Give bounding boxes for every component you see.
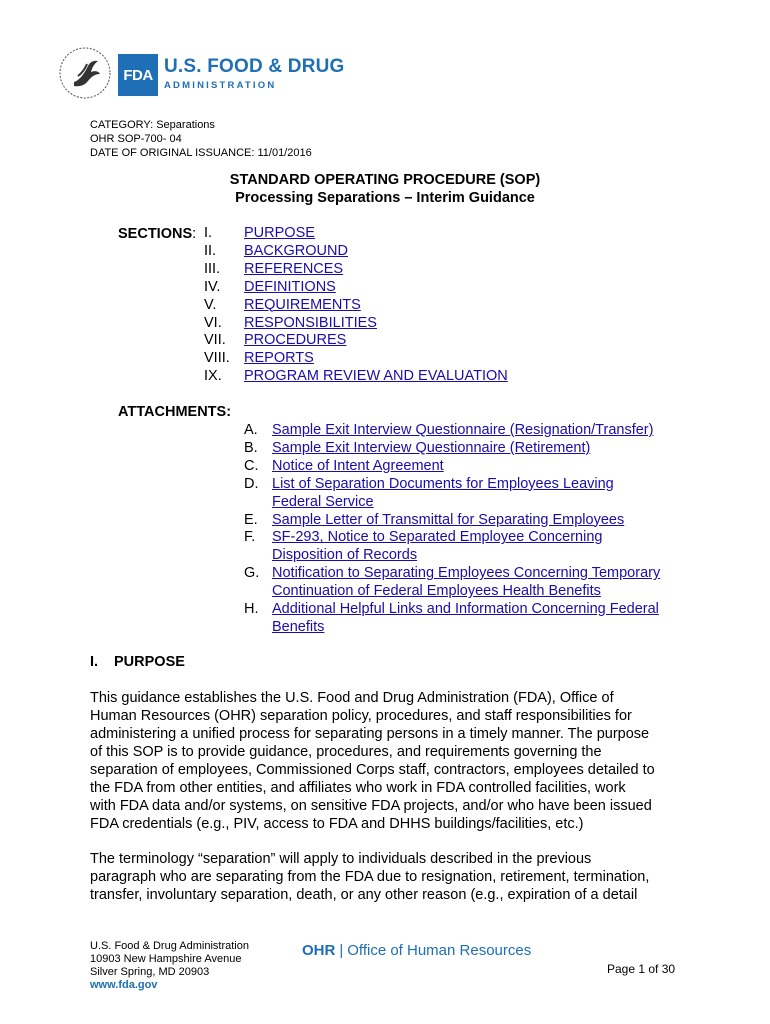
sections-label-wrap [118,225,196,243]
attachment-letter: E. [244,511,258,528]
section-number: VI. [204,314,222,331]
section-link[interactable]: BACKGROUND [244,242,348,259]
sections-colon: : [192,226,197,242]
attachment-link[interactable]: Sample Letter of Transmittal for Separating Employees [272,511,625,528]
hhs-eagle-seal-icon [58,46,112,100]
paragraph-line: This guidance establishes the U.S. Food and Drug Administration (FDA), Office of [90,690,614,706]
attachment-letter: H. [244,601,259,617]
attachment-letter: D. [244,475,259,492]
paragraph-line: The terminology “separation” will apply to individuals described in the previous [90,851,592,867]
ohr-logo [302,942,531,959]
document-subtitle: Processing Separations – Interim Guidance [235,190,535,206]
attachment-link[interactable]: Notice of Intent Agreement [272,457,444,474]
section-number: II. [204,242,217,259]
paragraph-line: separation of employees, Commissioned Corps staff, contractors, employees detailed to [90,762,655,778]
attachment-link[interactable]: Benefits [272,618,325,635]
section-link[interactable]: PURPOSE [244,225,315,241]
section-number: V. [204,296,217,313]
paragraph-line: Human Resources (OHR) separation policy, procedures, and staff responsibilities for [90,708,632,724]
section-number: VII. [204,332,226,349]
section-link[interactable]: REPORTS [244,350,314,367]
paragraph-line: with FDA data and/or systems, on sensitive FDA projects, and/or who have been issued [90,798,652,814]
section-number: IX. [204,368,222,385]
attachment-link[interactable]: Sample Exit Interview Questionnaire (Retirement) [272,439,591,456]
purpose-heading-text: PURPOSE [114,654,185,670]
purpose-paragraph-1 [90,689,690,833]
agency-subtitle: ADMINISTRATION [164,80,277,91]
footer-address-line-2: 10903 New Hampshire Avenue [90,953,242,965]
purpose-heading [90,654,185,670]
agency-name: U.S. FOOD & DRUG [164,56,345,77]
attachment-link[interactable]: Additional Helpful Links and Information Concerning Federal [272,601,659,617]
footer-address-line-1: U.S. Food & Drug Administration [90,940,249,952]
attachment-link[interactable]: SF-293, Notice to Separated Employee Concerning [272,529,603,546]
section-number: I. [204,225,213,241]
paragraph-line: the FDA from other entities, and affiliates who work in FDA controlled facilities, work [90,780,626,796]
page-number: Page 1 of 30 [607,962,676,976]
paragraph-line: transfer, involuntary separation, death, or any other reason (e.g., expiration of a detail [90,887,638,903]
attachment-link[interactable]: Sample Exit Interview Questionnaire (Resignation/Transfer) [272,422,654,438]
purpose-paragraph-2 [90,850,690,904]
issuance-date-line: DATE OF ORIGINAL ISSUANCE: 11/01/2016 [90,147,312,159]
paragraph-line: paragraph who are separating from the FDA due to resignation, retirement, termination, [90,869,650,885]
document-title: STANDARD OPERATING PROCEDURE (SOP) [229,172,541,188]
ohr-divider: | [339,942,344,959]
category-line: CATEGORY: Separations [90,119,215,131]
attachment-letter: F. [244,529,256,546]
attachment-letter: A. [244,422,258,438]
ohr-abbr: OHR [302,942,336,959]
attachment-link[interactable]: Continuation of Federal Employees Health Benefits [272,583,601,600]
ohr-name: Office of Human Resources [347,942,532,959]
hhs-seal-logo [58,46,112,100]
attachment-letter: G. [244,565,260,582]
attachment-link[interactable]: Federal Service [272,493,374,510]
attachment-link[interactable]: Disposition of Records [272,547,418,564]
footer-website-link[interactable]: www.fda.gov [90,979,158,991]
paragraph-line: of this SOP is to provide guidance, procedures, and requirements governing the [90,744,602,760]
purpose-heading-number: I. [90,654,99,670]
section-number: VIII. [204,350,230,367]
sop-number-line: OHR SOP-700- 04 [90,133,182,145]
section-link[interactable]: PROGRAM REVIEW AND EVALUATION [244,368,508,385]
section-number: IV. [204,278,221,295]
section-link[interactable]: DEFINITIONS [244,278,336,295]
section-link[interactable]: PROCEDURES [244,332,347,349]
paragraph-line: FDA credentials (e.g., PIV, access to FDA and DHHS buildings/facilities, etc.) [90,816,584,832]
section-link[interactable]: REQUIREMENTS [244,296,361,313]
sections-label: SECTIONS [118,226,193,242]
attachment-link[interactable]: List of Separation Documents for Employees Leaving [272,475,614,492]
section-link[interactable]: RESPONSIBILITIES [244,314,377,331]
fda-logo-box: FDA [118,54,158,96]
attachment-link[interactable]: Notification to Separating Employees Concerning Temporary [272,565,661,582]
section-link[interactable]: REFERENCES [244,260,344,277]
paragraph-line: administering a unified process for separating persons in a timely manner. The purpose [90,726,650,742]
section-number: III. [204,260,221,277]
attachment-letter: B. [244,439,258,456]
footer-address-line-3: Silver Spring, MD 20903 [90,966,210,978]
attachment-letter: C. [244,457,259,474]
attachments-label: ATTACHMENTS: [118,404,232,420]
